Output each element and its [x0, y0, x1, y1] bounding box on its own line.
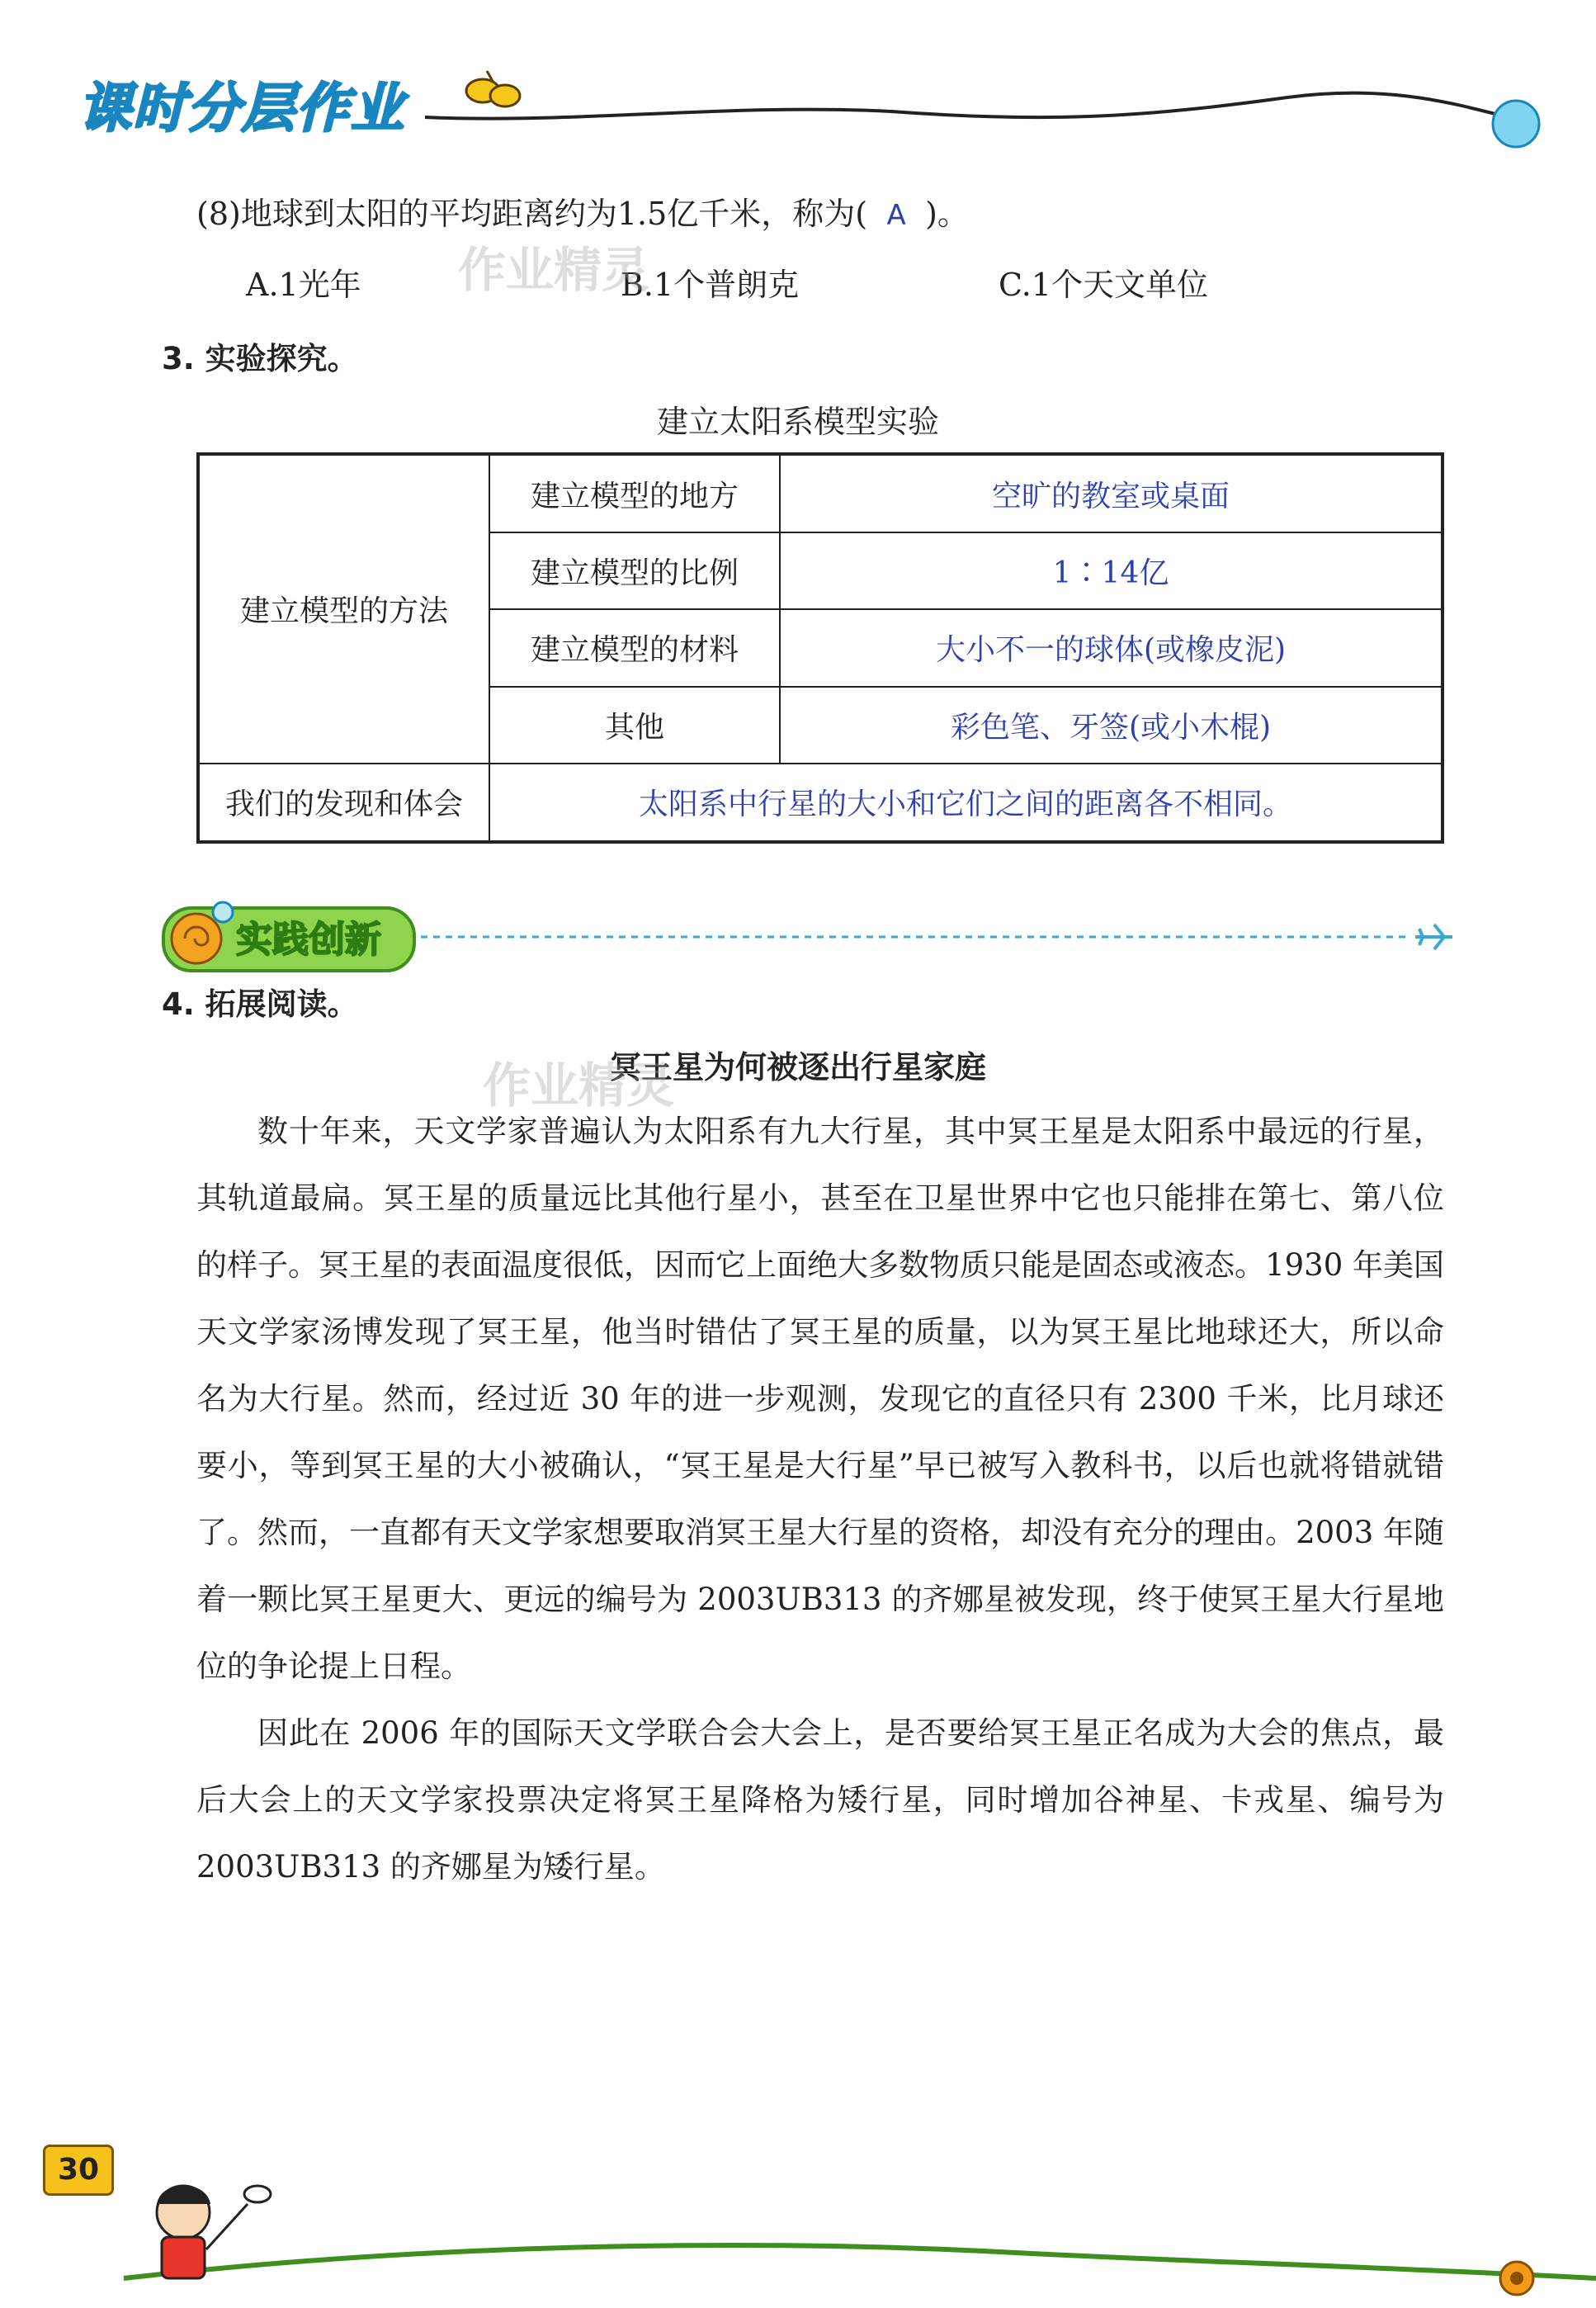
question-8-suffix: )。 — [925, 196, 969, 232]
option-a: A.1光年 — [246, 267, 361, 303]
article-paragraph: 因此在 2006 年的国际天文学联合会大会上，是否要给冥王星正名成为大会的焦点，最后大会上的天文学家投票决定将冥王星降格为矮行星，同时增加谷神星、卡戎星、编号为 2003UB313 的齐娜星为矮行星。 — [196, 1715, 1444, 1885]
header-swoosh-line — [425, 93, 1502, 119]
header-title: 课时分层作业 — [78, 78, 405, 140]
table-row — [198, 764, 1443, 842]
article-paragraph: 数十年来，天文学家普遍认为太阳系有九大行星，其中冥王星是太阳系中最远的行星，其轨道最扁。冥王星的质量远比其他行星小，甚至在卫星世界中它也只能排在第七、第八位的样子。冥王星的表面温度很低，因而它上面绝大多数物质只能是固态或液态。1930 年美国天文学家汤博发现了冥王星，他当时错估了冥王星的质量，以为冥王星比地球还大，所以命名为大行星。然而，经过近 30 年的进一步观测，发现它的直径只有 2300 千米，比月球还要小，等到冥王星的大小被确认，“冥王星是大行星”早已被写入教科书，以后也就将错就错了。然而，一直都有天文学家想要取消冥王星大行星的资格，却没有充分的理由。2003 年随着一颗比冥王星更大、更远的编号为 2003UB313 的齐娜星被发现，终于使冥王星大行星地位的争论提上日程。 — [196, 1114, 1444, 1684]
findings-value: 太阳系中行星的大小和它们之间的距离各不相同。 — [489, 764, 1443, 842]
page-number: 30 — [43, 2145, 114, 2196]
option-b: B.1个普朗克 — [621, 267, 800, 303]
header-circle-icon — [1493, 101, 1539, 147]
question-8 — [196, 188, 969, 234]
snail-icon — [157, 887, 248, 978]
practice-badge-label: 实践创新 — [236, 919, 381, 961]
section-4-heading: 4. 拓展阅读。 — [162, 986, 358, 1022]
section-3-heading: 3. 实验探究。 — [162, 341, 358, 376]
header-decoration — [0, 0, 1596, 165]
row-label: 建立模型的材料 — [489, 609, 780, 686]
footer-decoration — [0, 2113, 1596, 2308]
butterfly-icon — [466, 71, 520, 106]
sunflower-icon — [1500, 2262, 1533, 2295]
article-body — [196, 1098, 1444, 1900]
option-c: C.1个天文单位 — [999, 267, 1208, 303]
findings-label: 我们的发现和体会 — [198, 764, 489, 842]
method-label: 建立模型的方法 — [198, 454, 489, 764]
watermark: 作业精灵 — [483, 1057, 675, 1114]
table-title: 建立太阳系模型实验 — [656, 404, 939, 440]
solar-model-table — [196, 452, 1444, 844]
row-value: 1∶14亿 — [780, 532, 1443, 609]
grass-line — [124, 2245, 1596, 2278]
row-label: 其他 — [489, 687, 780, 764]
question-8-answer: A — [886, 199, 906, 232]
row-value: 彩色笔、牙签(或小木棍) — [780, 687, 1443, 764]
article-title: 冥王星为何被逐出行星家庭 — [609, 1049, 986, 1085]
row-label: 建立模型的比例 — [489, 532, 780, 609]
question-8-prefix: (8)地球到太阳的平均距离约为1.5亿千米，称为( — [196, 196, 868, 232]
row-value: 空旷的教室或桌面 — [780, 454, 1443, 532]
plane-icon — [1415, 925, 1452, 949]
watermark: 作业精灵 — [458, 242, 650, 298]
table-row — [198, 454, 1443, 532]
row-label: 建立模型的地方 — [489, 454, 780, 532]
dashed-divider — [421, 916, 1461, 958]
row-value: 大小不一的球体(或橡皮泥) — [780, 609, 1443, 686]
